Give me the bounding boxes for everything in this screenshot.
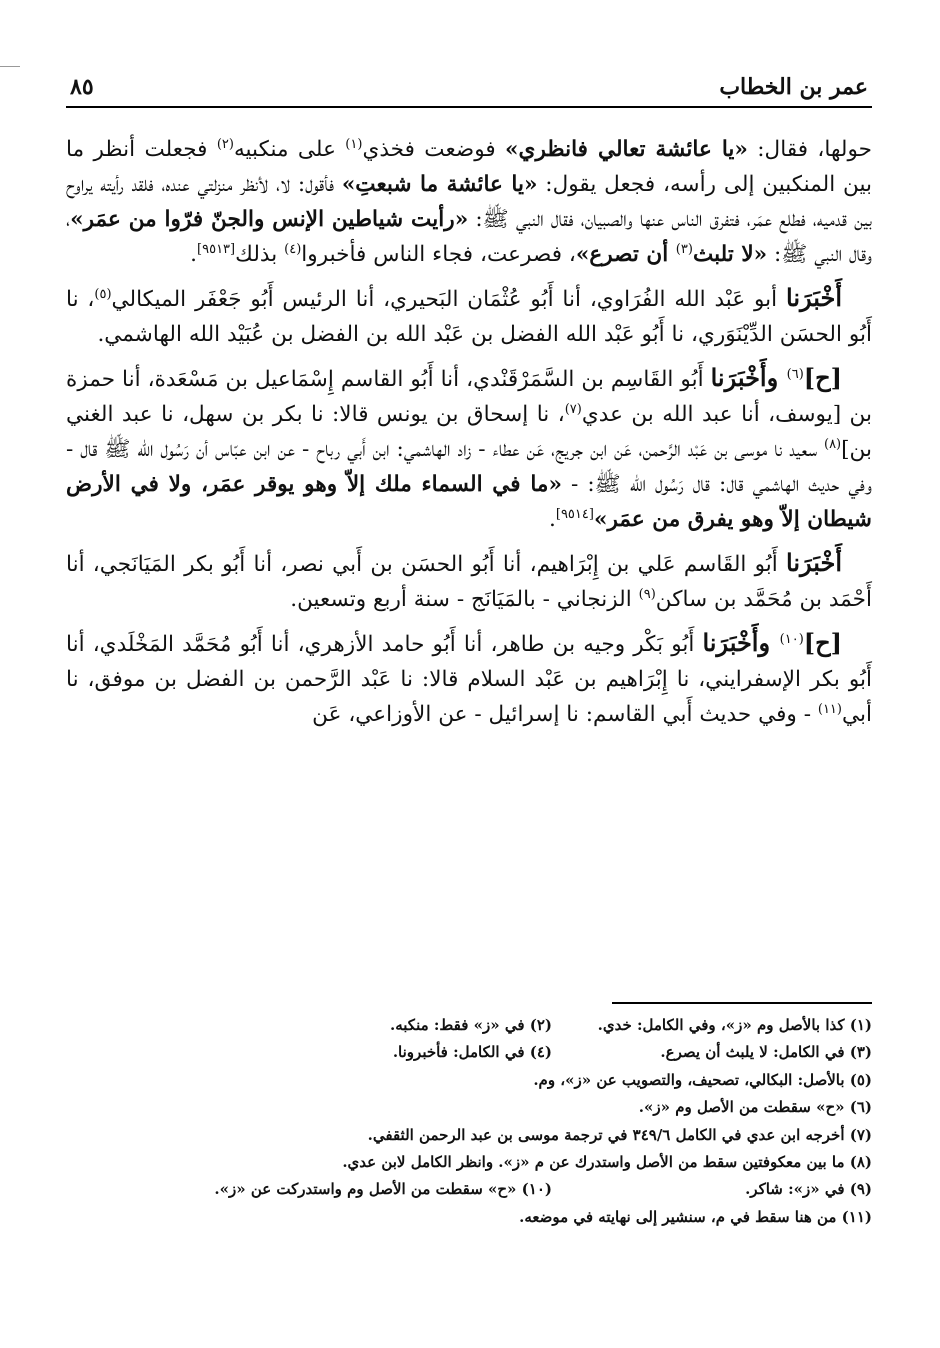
footnote-separator	[612, 1002, 872, 1004]
hadith-quote: «رأيت شياطين الإنس والجنّ فرّوا من عمَر»	[70, 207, 469, 232]
footnote-row	[66, 1094, 872, 1121]
footnote-ref: (٥)	[94, 286, 112, 302]
footnote-11: (١١) من هنا سقط في م، سنشير إلى نهايته في موضعه.	[519, 1207, 872, 1226]
footnote-ref: (٣)	[675, 241, 693, 257]
footnote-ref: (٧)	[564, 401, 582, 417]
paragraph-4: أَخْبَرَنا أَبُو القَاسم عَلي بن إِبْرَاهيم، أنا أَبُو الحسَن بن أَبي نصر، أنا أَبُو بكر المَيَانَجي، أنا أَحْمَد بن مُحَمَّد بن ساكن$^{(٩)}$ الزنجاني - بالمَيَانَج - سنة أربع وتسعين.	[66, 548, 872, 612]
running-title: عمر بن الخطاب	[719, 74, 868, 100]
footnote-ref: (١٠)	[779, 631, 804, 647]
footnote-3: (٣) في الكامل: لا يلبث أن يصرع.	[660, 1043, 872, 1062]
paragraph-2: أَخْبَرَنا أبو عَبْد الله الفُرَاوي، أنا أَبُو عُثْمَان البَحيري، أنا الرئيس أَبُو جَعْفَر الميكالي$^{(٥)}$، نا أَبُو الحسَن الدِّيْنَوَري، نا أَبُو عَبْد الله الفضل بن عَبْد الله بن الفضل بن عُبَيْد الله الهاشمي.	[66, 283, 872, 347]
footnote-row	[66, 1149, 872, 1176]
scan-margin-mark	[0, 66, 20, 67]
main-text	[66, 132, 872, 740]
footnote-ref: (٤)	[284, 241, 302, 257]
footnote-ref: (٢)	[216, 136, 234, 152]
footnote-row	[66, 1067, 872, 1094]
footnote-row	[66, 1012, 872, 1039]
footnote-ref: (٩)	[638, 586, 656, 602]
hadith-quote: «ما في السماء ملك إلاّ وهو يوقر عمَر، ولا في الأرض شيطان إلاّ وهو يفرق من عمَر»	[66, 472, 872, 532]
hadith-quote: «يا عائشة ما شبعتِ»	[341, 172, 538, 197]
footnote-ref: (١)	[345, 136, 363, 152]
paragraph-5: [ح]$^{(١٠)}$ وأَخْبَرَنا أَبُو بَكْر وجيه بن طاهر، أنا أَبُو حامد الأزهري، أنا أَبُو مُحَمَّد المَخْلَدي، أنا أَبُو بكر الإسفرايني، نا إِبْرَاهيم بن عَبْد السلام قالا: نا عَبْد الرَّحمن بن الفضل بن موفق، نا أبي$^{(١١)}$ - وفي حديث أَبي القاسم: نا إسرائيل - عن الأوزاعي، عَن	[66, 628, 872, 727]
footnote-5: (٥) بالأصل: البكالي، تصحيف، والتصويب عن «ز»، وم.	[533, 1070, 872, 1089]
isnad-keyword: أَخْبَرَنا	[786, 283, 842, 312]
footnote-ref: (٦)	[786, 366, 804, 382]
hadith-number: [٩٥١٣]	[197, 241, 236, 257]
paragraph-3: [ح]$^{(٦)}$ وأَخْبَرَنا أَبُو القَاسِم بن السَّمَرْقَنْدي، أنا أَبُو القاسم إِسْمَاعيل بن مَسْعَدة، أنا حمزة بن [يوسف، أنا عبد الله بن عدي$^{(٧)}$، نا إسحاق بن يونس قالا: نا بكر بن سهل، نا عبد الغني بن]$^{(٨)}$ سعيد نا موسى بن عَبْد الرَّحمن، عَن ابن جريج، عَن عطاء - زاد الهاشمي: ابن أَبي رباح - عن ابن عبّاس أن رَسُول الله ﷺ قال - وفي حديث الهاشمي قال: قال رَسُول الله ﷺ: - «ما في السماء ملك إلاّ وهو يوقر عمَر، ولا في الأرض شيطان إلاّ وهو يفرق من عمَر»[٩٥١٤].	[66, 363, 872, 532]
hadith-quote: «لا تلبث	[692, 242, 768, 267]
footnote-2: (٢) في «ز» فقط: منكبه.	[390, 1016, 552, 1034]
footnote-row	[66, 1122, 872, 1149]
footnote-7: (٧) أخرجه ابن عدي في الكامل ٣٤٩/٦ في ترجمة موسى بن عبد الرحمن الثقفي.	[367, 1125, 872, 1144]
isnad-keyword: وأَخْبَرَنا	[710, 363, 787, 392]
page-number: ٨٥	[70, 74, 94, 100]
footnote-10: (١٠) «ح» سقطت من الأصل وم واستدركت عن «ز».	[214, 1180, 552, 1199]
hadith-number: [٩٥١٤]	[555, 506, 594, 522]
page-header	[66, 72, 872, 108]
footnotes	[66, 1012, 872, 1231]
footnote-1: (١) كذا بالأصل وم «ز»، وفي الكامل: خدي.	[597, 1016, 872, 1034]
hadith-quote: «يا عائشة تعالي فانظري»	[505, 137, 748, 162]
footnote-6: (٦) «ح» سقطت من الأصل وم «ز».	[638, 1098, 872, 1117]
isnad-keyword: وأَخْبَرَنا	[702, 628, 780, 657]
footnote-8: (٨) ما بين معكوفتين سقط من الأصل واستدرك عن م «ز». وانظر الكامل لابن عدي.	[342, 1153, 872, 1172]
hawala-mark: [ح]	[803, 363, 842, 392]
paragraph-1: حولها، فقال: «يا عائشة تعالي فانظري» فوضعت فخذي$^{(١)}$ على منكبيه$^{(٢)}$ فجعلت أنظر ما بين المنكبين إلى رأسه، فجعل يقول: «يا عائشة ما شبعتِ» فأقول: لا، لأنظر منزلتي عنده، فلقد رأيته يراوح بين قدميه، فطلع عمَر، فتفرق الناس عنها والصبيان، فقال النبي ﷺ: «رأيت شياطين الإنس والجنّ فرّوا من عمَر»، وقال النبي ﷺ: «لا تلبث$^{(٣)}$ أن تصرع»، فصرعت، فجاء الناس فأخبروا$^{(٤)}$ بذلك[٩٥١٣].	[66, 136, 873, 267]
footnote-4: (٤) في الكامل: فأخبرونا.	[392, 1043, 552, 1062]
footnote-ref: (١١)	[817, 701, 842, 717]
footnote-row	[66, 1176, 872, 1203]
hadith-quote: أن تصرع»	[575, 242, 676, 267]
footnote-9: (٩) في «ز»: شاكر.	[745, 1180, 872, 1199]
isnad-keyword: أَخْبَرَنا	[786, 548, 842, 577]
hawala-mark: [ح]	[803, 628, 842, 657]
footnote-ref: (٨)	[823, 436, 842, 452]
footnote-row	[66, 1039, 872, 1066]
footnote-row	[66, 1204, 872, 1231]
